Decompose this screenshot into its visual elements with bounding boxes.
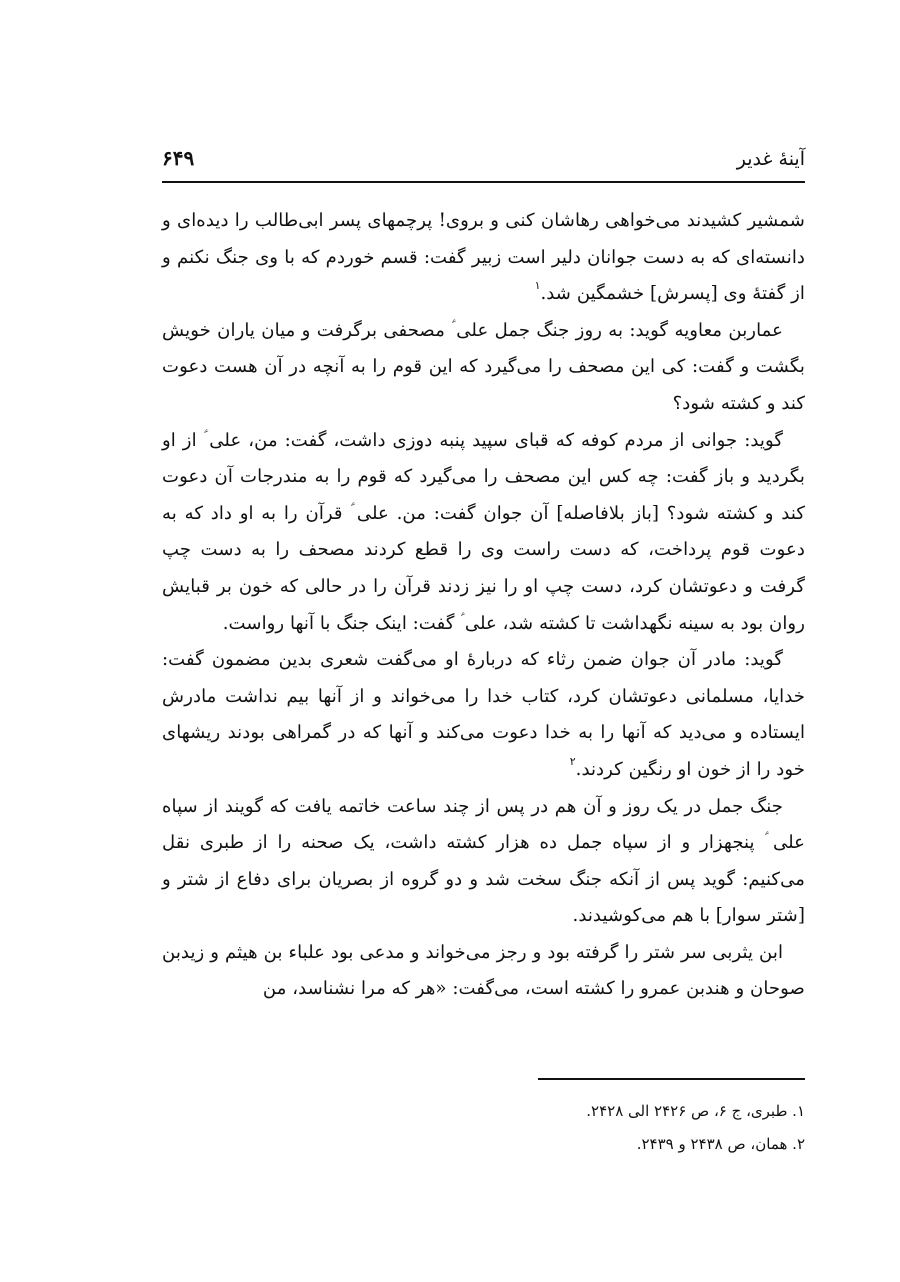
paragraph: جنگ جمل در یک روز و آن هم در پس از چند ساعت خاتمه یافت که گویند از سپاه علی ؑ پنجهزار و از سپاه جمل ده هزار کشته داشت، یک صحنه را از طبری نقل می‌کنیم: گوید پس از آنکه جنگ سخت شد و دو گروه از بصریان برای دفاع از شتر و [شتر سوار] با هم می‌کوشیدند.	[162, 795, 805, 927]
footnote-1: ۱. طبری، ج ۶، ص ۲۴۲۶ الی ۲۴۲۸.	[586, 1102, 805, 1120]
footnote-marker: ۲	[569, 754, 576, 768]
header-rule	[162, 181, 805, 183]
paragraph: شمشیر کشیدند می‌خواهی رهاشان کنی و بروی! پرچمهای پسر ابی‌طالب را دیده‌ای و دانسته‌ای که به دست جوانان دلیر است زبیر گفت: قسم خوردم که با وی جنگ نکنم و از گفتهٔ وی [پسرش] خشمگین شد.$^۱$	[162, 210, 805, 305]
paragraph: گوید: جوانی از مردم کوفه که قبای سپید پنبه دوزی داشت، گفت: من، علی ؑ از او بگردید و باز گفت: چه کس این مصحف را می‌گیرد که قوم را به مندرجات آن دعوت کند و کشته شود؟ [باز بلافاصله] آن جوان گفت: من. علی ؑ قرآن را به او داد که به دعوت قوم پرداخت، که دست راست وی را قطع کردند مصحف را به دست چپ گرفت و دعوتشان کرد، دست چپ او را نیز زدند قرآن را در حالی که خون بر قبایش روان بود به سینه نگهداشت تا کشته شد، علی ؑ گفت: اینک جنگ با آنها رواست.	[162, 429, 805, 634]
paragraph: ابن یثربی سر شتر را گرفته بود و رجز می‌خواند و مدعی بود علباء بن هیثم و زیدبن صوحان و هندبن عمرو را کشته است، می‌گفت: «هر که مرا نشناسد، من	[162, 941, 805, 1000]
footnote-rule	[538, 1078, 805, 1080]
footnote-2: ۲. همان، ص ۲۴۳۸ و ۲۴۳۹.	[636, 1135, 805, 1153]
footnote-marker: ۱	[534, 279, 541, 293]
page-number: ۶۴۹	[162, 146, 195, 170]
body-text	[162, 203, 805, 1008]
paragraph: گوید: مادر آن جوان ضمن رثاء که دربارهٔ او می‌گفت شعری بدین مضمون گفت: خدایا، مسلمانی دعوتشان کرد، کتاب خدا را می‌خواند و از آنها بیم نداشت مادرش ایستاده و می‌دید که آنها را به خدا دعوت می‌کند و آنها که در گمراهی بودند ریشهای خود را از خون او رنگین کردند.$^۲$	[162, 649, 805, 780]
page-header	[162, 146, 805, 178]
paragraph: عماربن معاویه گوید: به روز جنگ جمل علی ؑ مصحفی برگرفت و میان یاران خویش بگشت و گفت: کی این مصحف را می‌گیرد که این قوم را به آنچه در آن هست دعوت کند و کشته شود؟	[162, 319, 805, 414]
running-title: آینهٔ غدیر	[736, 148, 805, 170]
footnotes	[162, 1095, 805, 1161]
